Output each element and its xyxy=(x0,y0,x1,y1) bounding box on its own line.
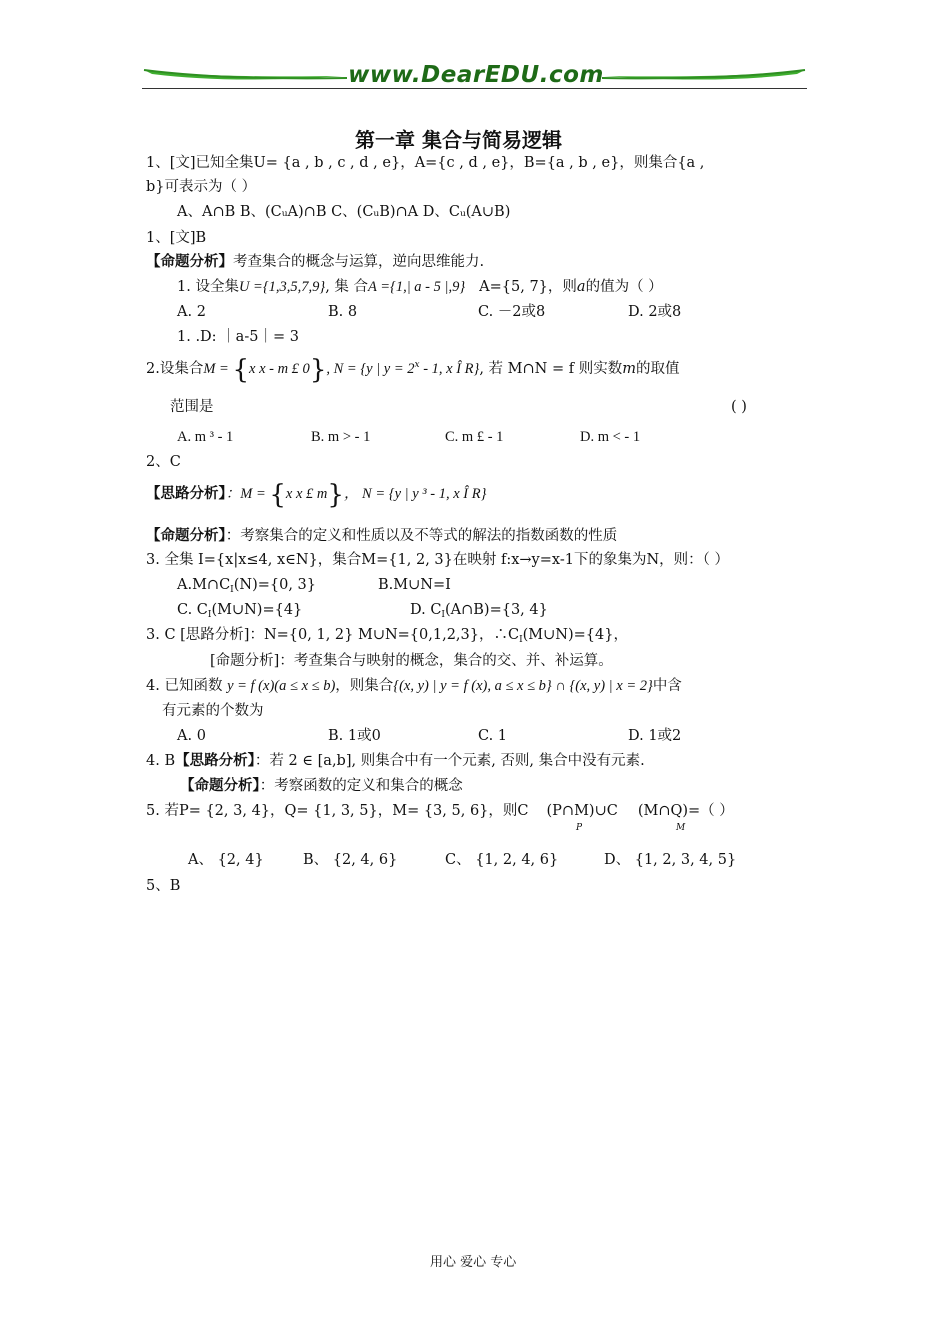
q5-line1-a: 5. 若P= {2, 3, 4}，Q= {1, 3, 5}，M= {3, 5, 6}，则C xyxy=(146,803,529,819)
q5-line1-c: (M∩Q)=（ ） xyxy=(637,803,734,819)
analysis-text: ：考察函数的定义和集合的概念 xyxy=(259,778,463,794)
q3-option-d xyxy=(410,600,548,625)
analysis-label: 【命题分析】 xyxy=(180,777,260,794)
thinking-label: 【思路分析】 xyxy=(175,752,255,769)
q4-intersection: ∩ xyxy=(551,678,570,694)
q2-condition: , 若 M∩N = f 则实数 xyxy=(479,361,623,377)
q3-option-a-tail: (N)={0, 3} xyxy=(233,577,317,593)
q5-answer: 5、B xyxy=(146,878,181,894)
q1-answer: 1、[文]B xyxy=(146,230,207,246)
q3-answer-tail: (M∪N)={4}， xyxy=(522,627,628,643)
thinking-label: 【思路分析】 xyxy=(146,485,226,502)
q2-answer: 2、C xyxy=(146,454,181,470)
q3-answer xyxy=(146,625,628,650)
q3-analysis: [命题分析]：考查集合与映射的概念，集合的交、并、补运算。 xyxy=(210,653,613,669)
q1-line2: b}可表示为（ ） xyxy=(146,179,257,195)
a-variable: a xyxy=(576,279,586,295)
q5-option-b: B、 {2, 4, 6} xyxy=(303,852,398,868)
q1b-prefix: 1. 设全集 xyxy=(177,279,239,295)
q2-option-c: C. m £ - 1 xyxy=(445,429,504,445)
q1b-line xyxy=(177,277,663,297)
q5-subscript-p: P xyxy=(576,823,583,833)
q1-analysis xyxy=(146,252,484,272)
q5-line1 xyxy=(146,801,734,821)
q3-option-a xyxy=(177,575,316,600)
q2-thinking xyxy=(146,480,487,510)
q3-option-c-sub: I xyxy=(207,610,212,620)
q3-option-d-tail: (A∩B)={3, 4} xyxy=(444,602,548,618)
q2-option-b: B. m > - 1 xyxy=(311,429,371,445)
q4-line2: 有元素的个数为 xyxy=(162,703,264,719)
q1b-answer: 1. .D: ｜a-5｜= 3 xyxy=(177,329,299,345)
q1b-complement: A={5, 7}，则 xyxy=(479,279,577,295)
header-divider xyxy=(142,88,807,89)
q4-line1 xyxy=(146,676,682,696)
q4-option-a: A. 0 xyxy=(177,728,206,744)
chapter-title: 第一章 集合与简易逻辑 xyxy=(355,128,562,152)
left-brace: { xyxy=(269,480,286,510)
q5-option-a: A、 {2, 4} xyxy=(188,852,264,868)
q2-tail: 的取值 xyxy=(635,361,680,377)
q4-answer xyxy=(146,751,645,771)
analysis-label: 【命题分析】 xyxy=(146,253,233,270)
q2-option-a: A. m ³ - 1 xyxy=(177,429,234,445)
q2-analysis xyxy=(146,526,617,546)
q3-line1: 3. 全集 I={x|x≤4, x∈N}，集合M={1, 2, 3}在映射 f:x→y=x-1下的象集为N，则：（ ） xyxy=(146,552,729,568)
q5-option-c: C、 {1, 2, 4, 6} xyxy=(445,852,559,868)
analysis-text: 考查集合的概念与运算，逆向思维能力. xyxy=(233,254,485,270)
right-brace: } xyxy=(327,480,344,510)
q3-option-c-tail: (M∪N)={4} xyxy=(211,602,303,618)
q1b-mid: , 集 合 xyxy=(325,279,369,295)
q3-option-a-sub: I xyxy=(230,585,234,595)
q1-options: A、A∩B B、(CᵤA)∩B C、(CᵤB)∩A D、Cᵤ(A∪B) xyxy=(177,204,511,220)
q4-function: y = f (x)(a ≤ x ≤ b) xyxy=(227,678,336,694)
m-variable: m xyxy=(622,361,636,377)
thinking-text: ：若 2 ∈ [a,b], 则集合中有一个元素, 否则, 集合中没有元素. xyxy=(254,753,645,769)
site-logo-text: www.DearEDU.com xyxy=(348,62,604,88)
q3-answer-sub: I xyxy=(519,635,523,645)
q5-line1-b: (P∩M)∪C xyxy=(546,803,618,819)
q5-option-d: D、 {1, 2, 3, 4, 5} xyxy=(604,852,737,868)
q3-option-a-text: A.M∩C xyxy=(177,577,231,593)
q1b-option-d: D. 2或8 xyxy=(628,304,682,320)
q4-analysis xyxy=(180,776,463,796)
analysis-text: ：考察集合的定义和性质以及不等式的解法的指数函数的性质 xyxy=(225,528,618,544)
q2-answer-paren: ( ) xyxy=(731,399,747,415)
sf-n-def: ， N = {y | y ³ - 1, x Î R} xyxy=(343,486,487,502)
q1b-tail: 的值为（ ） xyxy=(585,279,663,295)
q4-prefix: 4. 已知函数 xyxy=(146,678,223,694)
q1b-option-b: B. 8 xyxy=(328,304,358,320)
sf-m-def: ：M = xyxy=(225,486,270,502)
q4-tail: 中含 xyxy=(652,678,682,694)
q3-answer-text: 3. C [思路分析]：N={0, 1, 2} M∪N={0,1,2,3}，∴C xyxy=(146,627,520,643)
q4-set2: {(x, y) | x = 2} xyxy=(569,678,653,694)
a-set: A ={1,| a - 5 |,9} xyxy=(368,279,466,295)
page-footer: 用心 爱心 专心 xyxy=(430,1255,517,1270)
q2-line2: 范围是 xyxy=(170,399,214,415)
q4-set1: {(x, y) | y = f (x), a ≤ x ≤ b} xyxy=(393,678,552,694)
n-exponent: x xyxy=(414,360,420,370)
q3-option-d-sub: I xyxy=(441,610,445,620)
q2-option-d: D. m < - 1 xyxy=(580,429,641,445)
q4-option-b: B. 1或0 xyxy=(328,728,381,744)
page-header xyxy=(142,62,807,94)
u-set: U ={1,3,5,7,9} xyxy=(238,279,326,295)
q4-mid: ，则集合 xyxy=(335,678,394,694)
q3-option-c xyxy=(177,600,302,625)
m-body: x x - m £ 0 xyxy=(249,361,310,377)
q4-answer-prefix: 4. B xyxy=(146,753,176,769)
q1b-option-c: C. －2或8 xyxy=(478,304,546,320)
q3-option-b: B.M∪N=I xyxy=(378,577,451,593)
left-brace: { xyxy=(232,355,250,385)
q3-option-c-text: C. C xyxy=(177,602,208,618)
q2-prefix: 2.设集合 xyxy=(146,361,204,377)
q1b-option-a: A. 2 xyxy=(177,304,206,320)
right-brace: } xyxy=(309,355,327,385)
m-def: M = xyxy=(203,361,233,377)
n-def: , N = {y | y = 2 xyxy=(326,361,415,377)
n-tail: - 1, x Î R} xyxy=(419,361,480,377)
sf-m-body: x x £ m xyxy=(285,486,328,502)
analysis-label: 【命题分析】 xyxy=(146,527,226,544)
q4-option-c: C. 1 xyxy=(478,728,508,744)
q3-option-d-text: D. C xyxy=(410,602,442,618)
q1-line1: 1、[文]已知全集U= {a , b , c , d , e}，A={c , d , e}，B={a , b , e}，则集合{a , xyxy=(146,155,705,171)
q5-subscript-m: M xyxy=(676,823,686,833)
q4-option-d: D. 1或2 xyxy=(628,728,682,744)
q2-line1 xyxy=(146,355,680,385)
